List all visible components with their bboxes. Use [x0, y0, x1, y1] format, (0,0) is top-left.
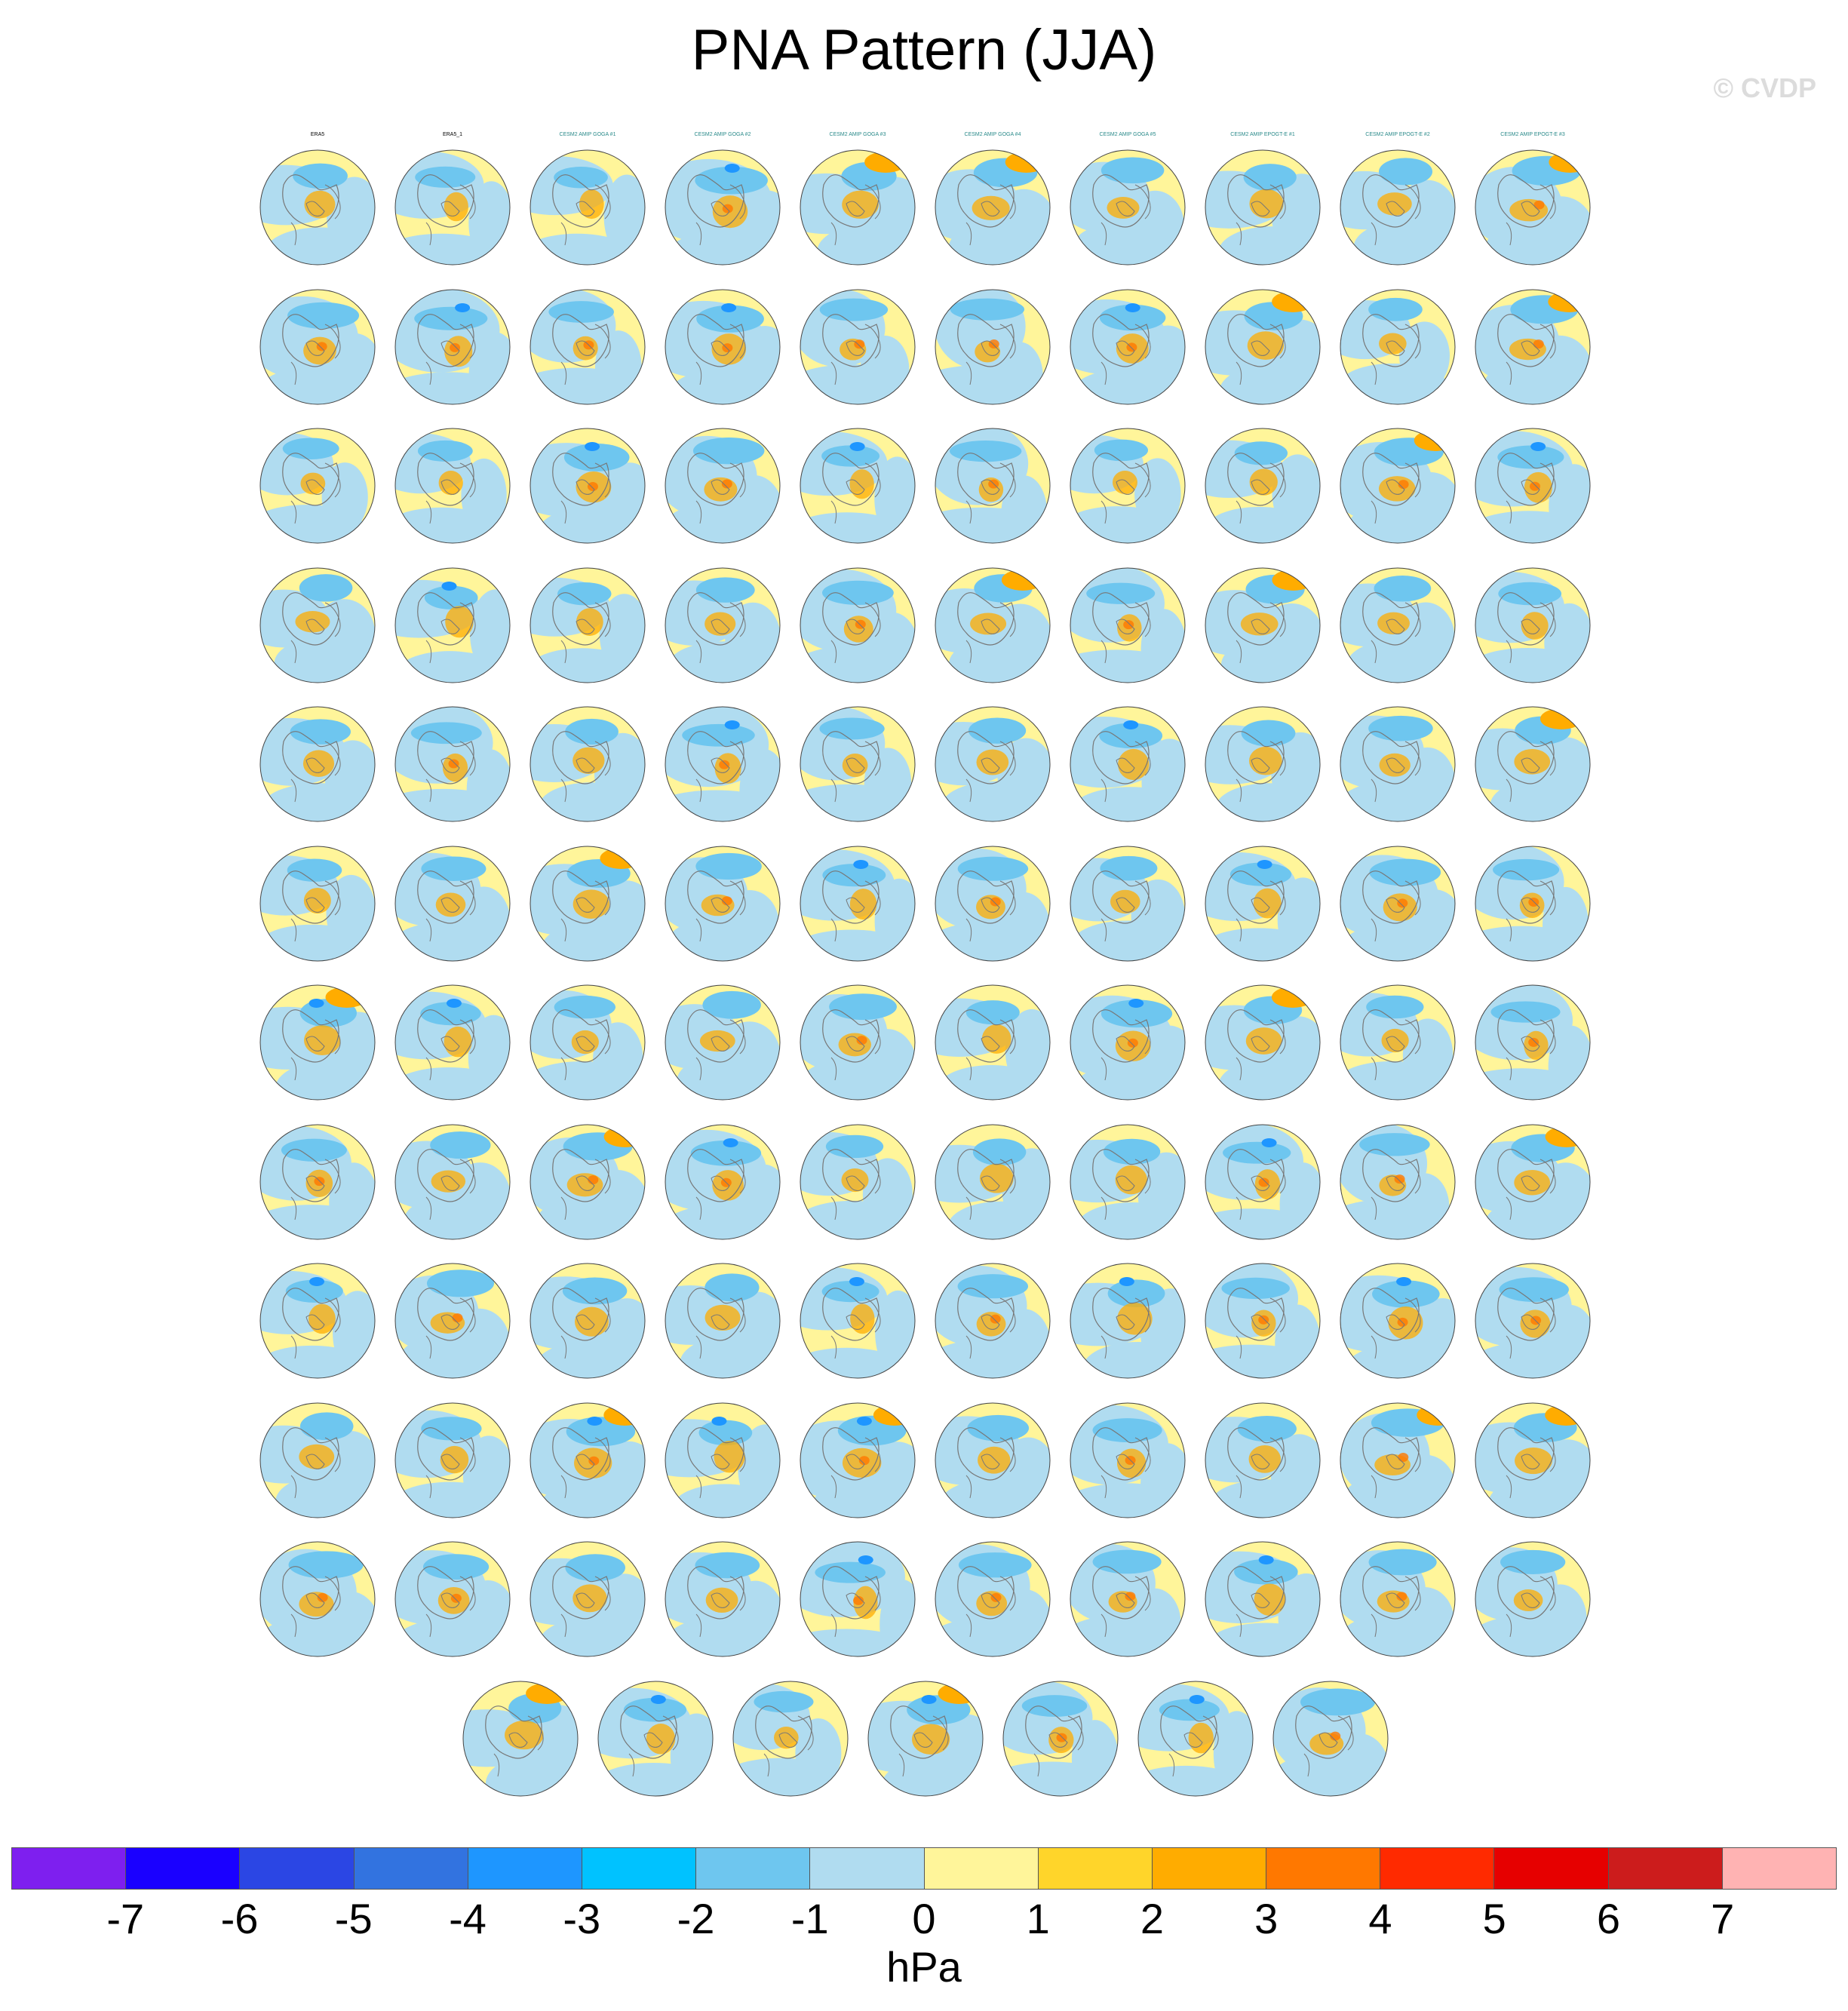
- map-panel: [794, 1245, 922, 1385]
- polar-map: [523, 967, 652, 1107]
- map-panel: [794, 1385, 922, 1524]
- map-panel: [1199, 1524, 1327, 1663]
- colorbar-tick-label: -2: [677, 1895, 715, 1942]
- map-panel: [1334, 410, 1462, 550]
- panel-title: CESM2 AMIP GOGA #4: [964, 132, 1021, 137]
- panel-title: CESM2 AMIP GOGA #3: [829, 132, 886, 137]
- polar-map: [929, 550, 1057, 689]
- map-panel: [1334, 1245, 1462, 1385]
- polar-map: [658, 132, 787, 272]
- polar-map: [1469, 828, 1597, 968]
- colorbar-box: [1723, 1848, 1836, 1889]
- polar-map: [253, 132, 382, 272]
- polar-map: [388, 132, 517, 272]
- polar-map: [253, 410, 382, 550]
- polar-map: [253, 1524, 382, 1663]
- map-panel: [794, 967, 922, 1107]
- colorbar-tick-label: 0: [912, 1895, 936, 1942]
- map-panel: [388, 689, 517, 828]
- map-panel: [1334, 689, 1462, 828]
- map-panel: [388, 272, 517, 411]
- polar-map: [1469, 1385, 1597, 1524]
- map-panel: [1469, 550, 1597, 689]
- polar-map: [523, 1107, 652, 1246]
- map-panel: [1469, 410, 1597, 550]
- polar-map: [658, 1524, 787, 1663]
- polar-map: [794, 272, 922, 411]
- map-panel: [929, 550, 1057, 689]
- polar-map: [1469, 132, 1597, 272]
- polar-map: [929, 272, 1057, 411]
- map-panel: [523, 132, 652, 272]
- map-panel: [658, 1245, 787, 1385]
- polar-map: [523, 410, 652, 550]
- map-panel: [929, 689, 1057, 828]
- map-panel: [658, 967, 787, 1107]
- map-panel: [1199, 689, 1327, 828]
- colorbar-box: [1609, 1848, 1723, 1889]
- polar-map: [388, 1385, 517, 1524]
- map-panel: [1469, 1107, 1597, 1246]
- polar-map: [1334, 272, 1462, 411]
- polar-map: [658, 410, 787, 550]
- polar-map: [1334, 1107, 1462, 1246]
- map-panel: [523, 1245, 652, 1385]
- colorbar-tick-label: -7: [106, 1895, 145, 1942]
- colorbar-box: [240, 1848, 354, 1889]
- polar-map: [929, 1245, 1057, 1385]
- polar-map: [1334, 410, 1462, 550]
- map-panel: [253, 1385, 382, 1524]
- polar-map: [1469, 1524, 1597, 1663]
- map-panel: [1334, 1385, 1462, 1524]
- map-panel: [658, 1107, 787, 1246]
- map-panel: [1064, 828, 1192, 968]
- polar-map: [794, 967, 922, 1107]
- map-panel: [591, 1663, 720, 1803]
- map-panel: [929, 1245, 1057, 1385]
- map-panel: [794, 1107, 922, 1246]
- polar-map: [929, 1107, 1057, 1246]
- map-panel: [388, 828, 517, 968]
- map-panel: [523, 967, 652, 1107]
- map-panel: [658, 1524, 787, 1663]
- polar-map: [1199, 1245, 1327, 1385]
- map-panel: [794, 132, 922, 272]
- polar-map: [1064, 132, 1192, 272]
- polar-map: [1199, 132, 1327, 272]
- polar-map: [1334, 967, 1462, 1107]
- map-panel: [523, 689, 652, 828]
- polar-map: [523, 272, 652, 411]
- map-panel: [523, 1385, 652, 1524]
- map-panel: [1469, 1245, 1597, 1385]
- colorbar-tick-label: 6: [1596, 1895, 1621, 1942]
- map-panel: [1199, 828, 1327, 968]
- polar-map: [794, 410, 922, 550]
- polar-map: [523, 1245, 652, 1385]
- polar-map: [523, 132, 652, 272]
- polar-map: [794, 689, 922, 828]
- map-panel: [1334, 1107, 1462, 1246]
- polar-map: [1199, 410, 1327, 550]
- polar-map: [388, 410, 517, 550]
- map-panel: [253, 689, 382, 828]
- map-panel: [1199, 410, 1327, 550]
- polar-map: [1334, 689, 1462, 828]
- polar-map: [1334, 828, 1462, 968]
- colorbar-tick-label: -1: [790, 1895, 829, 1942]
- polar-map: [658, 1245, 787, 1385]
- colorbar-tick-label: 3: [1254, 1895, 1279, 1942]
- map-panel: [1064, 1524, 1192, 1663]
- map-panel: [1199, 1245, 1327, 1385]
- map-panel: [1064, 967, 1192, 1107]
- map-panel: [658, 410, 787, 550]
- colorbar-tick-label: 2: [1140, 1895, 1165, 1942]
- polar-map: [523, 828, 652, 968]
- polar-map: [929, 967, 1057, 1107]
- polar-map: [253, 272, 382, 411]
- polar-map: [388, 689, 517, 828]
- map-panel: [1469, 272, 1597, 411]
- map-panel: [929, 132, 1057, 272]
- polar-map: [1199, 828, 1327, 968]
- map-panel: [794, 410, 922, 550]
- polar-map: [523, 689, 652, 828]
- map-panel: [253, 132, 382, 272]
- polar-map: [929, 410, 1057, 550]
- polar-map: [1064, 550, 1192, 689]
- colorbar-box: [1494, 1848, 1608, 1889]
- map-panel: [1334, 272, 1462, 411]
- polar-map: [1199, 272, 1327, 411]
- map-panel: [1064, 132, 1192, 272]
- polar-map: [1199, 550, 1327, 689]
- panel-title: CESM2 AMIP EPOGT-E #3: [1500, 132, 1565, 137]
- polar-map: [1469, 1245, 1597, 1385]
- map-panel: [929, 410, 1057, 550]
- polar-map: [658, 828, 787, 968]
- map-panel: [388, 550, 517, 689]
- map-panel: [253, 1245, 382, 1385]
- polar-map: [658, 272, 787, 411]
- colorbar-box: [582, 1848, 696, 1889]
- map-panel: [388, 1524, 517, 1663]
- map-panel: [1469, 1385, 1597, 1524]
- map-panel: [523, 272, 652, 411]
- map-panel: [388, 132, 517, 272]
- map-panel: [1131, 1663, 1260, 1803]
- map-panel: [929, 967, 1057, 1107]
- map-panel: [456, 1663, 585, 1803]
- map-panel: [388, 410, 517, 550]
- polar-map: [1334, 1245, 1462, 1385]
- polar-map: [929, 1524, 1057, 1663]
- polar-map: [1199, 1524, 1327, 1663]
- map-panel: [1064, 410, 1192, 550]
- colorbar-box: [696, 1848, 810, 1889]
- map-panel: [658, 132, 787, 272]
- polar-map: [388, 967, 517, 1107]
- polar-map: [1334, 550, 1462, 689]
- polar-map: [1469, 410, 1597, 550]
- polar-map: [1064, 272, 1192, 411]
- polar-map: [523, 1524, 652, 1663]
- polar-map: [996, 1663, 1125, 1803]
- polar-map: [929, 132, 1057, 272]
- map-panel: [388, 1245, 517, 1385]
- map-panel: [658, 272, 787, 411]
- colorbar-tick-label: -3: [563, 1895, 601, 1942]
- map-panel: [996, 1663, 1125, 1803]
- polar-map: [1469, 272, 1597, 411]
- colorbar-box: [355, 1848, 468, 1889]
- map-panel: [253, 1524, 382, 1663]
- map-panel: [929, 828, 1057, 968]
- polar-map: [1469, 689, 1597, 828]
- polar-map: [726, 1663, 855, 1803]
- panel-title: CESM2 AMIP EPOGT-E #1: [1230, 132, 1295, 137]
- colorbar-tick-label: 7: [1711, 1895, 1735, 1942]
- map-panel: [523, 1107, 652, 1246]
- colorbar-units: hPa: [886, 1943, 962, 1991]
- colorbar-box: [12, 1848, 126, 1889]
- polar-map: [388, 550, 517, 689]
- panel-title: CESM2 AMIP GOGA #5: [1099, 132, 1156, 137]
- polar-map: [1469, 967, 1597, 1107]
- map-panel: [1199, 550, 1327, 689]
- polar-map: [658, 1385, 787, 1524]
- colorbar-box: [126, 1848, 240, 1889]
- colorbar: [11, 1847, 1837, 1890]
- polar-map: [1064, 828, 1192, 968]
- map-panel: [253, 550, 382, 689]
- map-panel: [929, 1385, 1057, 1524]
- map-panel: [388, 1107, 517, 1246]
- map-panel: [794, 689, 922, 828]
- map-panel: [523, 410, 652, 550]
- polar-map: [1064, 1107, 1192, 1246]
- polar-map: [1334, 132, 1462, 272]
- map-panel: [523, 828, 652, 968]
- polar-map: [253, 1385, 382, 1524]
- polar-map: [1064, 689, 1192, 828]
- map-panel: [1064, 1245, 1192, 1385]
- map-panel: [1199, 132, 1327, 272]
- polar-map: [253, 689, 382, 828]
- map-panel: [794, 550, 922, 689]
- map-panel: [658, 550, 787, 689]
- colorbar-box: [468, 1848, 582, 1889]
- map-panel: [658, 689, 787, 828]
- polar-map: [1199, 967, 1327, 1107]
- cvdp-watermark: © CVDP: [1713, 72, 1816, 103]
- polar-map: [1334, 1524, 1462, 1663]
- polar-map: [456, 1663, 585, 1803]
- map-panel: [253, 1107, 382, 1246]
- polar-map: [1199, 1385, 1327, 1524]
- map-panel: [1334, 550, 1462, 689]
- polar-map: [253, 550, 382, 689]
- chart-title: PNA Pattern (JJA): [691, 18, 1157, 82]
- map-panel: [1266, 1663, 1395, 1803]
- polar-map: [388, 1107, 517, 1246]
- map-panel: [523, 1524, 652, 1663]
- colorbar-box: [1153, 1848, 1266, 1889]
- map-panel: [253, 967, 382, 1107]
- polar-map: [253, 1107, 382, 1246]
- map-panel: [1469, 1524, 1597, 1663]
- colorbar-box: [810, 1848, 924, 1889]
- polar-map: [794, 1385, 922, 1524]
- polar-map: [794, 1524, 922, 1663]
- polar-map: [523, 1385, 652, 1524]
- map-panel: [1334, 967, 1462, 1107]
- polar-map: [794, 550, 922, 689]
- colorbar-tick-label: 4: [1368, 1895, 1392, 1942]
- map-panel: [929, 1524, 1057, 1663]
- map-panel: [1199, 272, 1327, 411]
- map-panel: [658, 828, 787, 968]
- panel-title: CESM2 AMIP GOGA #2: [694, 132, 751, 137]
- map-panel: [1199, 1107, 1327, 1246]
- panel-title: ERA5: [310, 132, 325, 137]
- polar-map: [794, 1245, 922, 1385]
- polar-map: [929, 1385, 1057, 1524]
- map-panel: [253, 272, 382, 411]
- polar-map: [1469, 550, 1597, 689]
- map-panel: [1334, 828, 1462, 968]
- map-panel: [794, 828, 922, 968]
- polar-map: [388, 1524, 517, 1663]
- map-panel: [523, 550, 652, 689]
- polar-map: [1064, 1524, 1192, 1663]
- map-panel: [794, 1524, 922, 1663]
- polar-map: [658, 967, 787, 1107]
- panel-title: ERA5_1: [442, 132, 463, 137]
- polar-map: [253, 828, 382, 968]
- map-panel: [1469, 689, 1597, 828]
- polar-map: [861, 1663, 990, 1803]
- polar-map: [794, 828, 922, 968]
- map-panel: [1064, 689, 1192, 828]
- colorbar-box: [925, 1848, 1039, 1889]
- map-panel: [253, 828, 382, 968]
- polar-map: [591, 1663, 720, 1803]
- map-panel: [1469, 132, 1597, 272]
- map-panel: [1064, 272, 1192, 411]
- map-panel: [861, 1663, 990, 1803]
- colorbar-box: [1039, 1848, 1153, 1889]
- polar-map: [253, 1245, 382, 1385]
- polar-map: [1064, 410, 1192, 550]
- polar-map: [658, 1107, 787, 1246]
- polar-map: [658, 689, 787, 828]
- map-panel: [1469, 828, 1597, 968]
- map-panel: [1064, 1107, 1192, 1246]
- map-panel: [1199, 967, 1327, 1107]
- panel-title: CESM2 AMIP GOGA #1: [559, 132, 616, 137]
- polar-map: [1064, 967, 1192, 1107]
- colorbar-box: [1380, 1848, 1494, 1889]
- polar-map: [1131, 1663, 1260, 1803]
- colorbar-tick-label: 5: [1482, 1895, 1506, 1942]
- map-panel: [253, 410, 382, 550]
- map-panel: [929, 272, 1057, 411]
- map-panel: [1064, 1385, 1192, 1524]
- polar-map: [929, 828, 1057, 968]
- polar-map: [794, 132, 922, 272]
- polar-map: [1199, 1107, 1327, 1246]
- map-panel: [726, 1663, 855, 1803]
- polar-map: [658, 550, 787, 689]
- polar-map: [388, 828, 517, 968]
- map-panel: [658, 1385, 787, 1524]
- polar-map: [1199, 689, 1327, 828]
- polar-map: [1334, 1385, 1462, 1524]
- map-panel: [1469, 967, 1597, 1107]
- polar-map: [388, 272, 517, 411]
- polar-map: [388, 1245, 517, 1385]
- map-panel: [1064, 550, 1192, 689]
- colorbar-tick-label: -4: [449, 1895, 487, 1942]
- map-panel: [388, 1385, 517, 1524]
- map-panel: [1199, 1385, 1327, 1524]
- polar-map: [794, 1107, 922, 1246]
- polar-map: [929, 689, 1057, 828]
- polar-map: [1064, 1385, 1192, 1524]
- polar-map: [253, 967, 382, 1107]
- map-panel: [1334, 132, 1462, 272]
- colorbar-tick-label: -6: [220, 1895, 259, 1942]
- map-panel: [388, 967, 517, 1107]
- colorbar-box: [1266, 1848, 1380, 1889]
- colorbar-tick-label: -5: [334, 1895, 373, 1942]
- polar-map: [1469, 1107, 1597, 1246]
- polar-map: [1266, 1663, 1395, 1803]
- map-panel: [929, 1107, 1057, 1246]
- polar-map: [523, 550, 652, 689]
- map-panel: [794, 272, 922, 411]
- colorbar-tick-label: 1: [1026, 1895, 1050, 1942]
- polar-map: [1064, 1245, 1192, 1385]
- map-panel: [1334, 1524, 1462, 1663]
- panel-title: CESM2 AMIP EPOGT-E #2: [1365, 132, 1430, 137]
